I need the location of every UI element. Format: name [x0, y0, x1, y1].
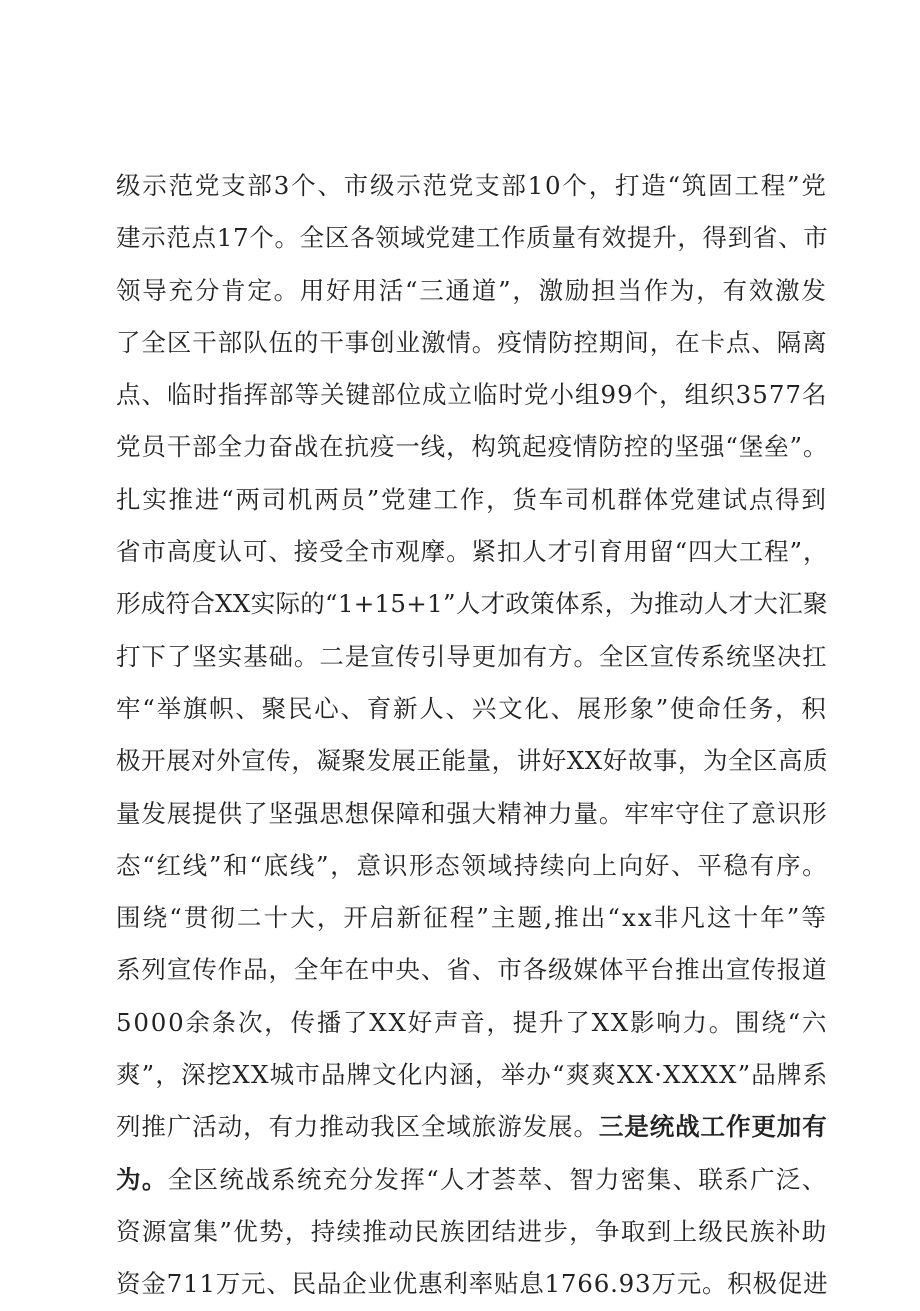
text-line — [116, 735, 828, 787]
text-line — [116, 317, 828, 369]
text-line — [116, 788, 828, 840]
text-segment: 了全区干部队伍的干事创业激情。疫情防控期间，在卡点、隔离 — [116, 327, 828, 357]
text-segment: 形成符合XX实际的“1+15+1”人才政策体系，为推动人才大汇聚 — [116, 589, 828, 619]
text-line — [116, 369, 828, 421]
text-segment: 5000余条次，传播了XX好声音，提升了XX影响力。围绕“六 — [116, 1007, 829, 1037]
text-segment: 打下了坚实基础。二是宣传引导更加有方。全区宣传系统坚决扛 — [116, 641, 828, 671]
text-line — [116, 212, 828, 264]
text-segment: 围绕“贯彻二十大，开启新征程”主题,推出“xx非凡这十年”等 — [116, 903, 829, 933]
text-segment: 党员干部全力奋战在抗疫一线，构筑起疫情防控的坚强“堡垒”。 — [116, 432, 829, 462]
text-segment: 扎实推进“两司机两员”党建工作，货车司机群体党建试点得到 — [116, 484, 828, 514]
text-segment: 量发展提供了坚强思想保障和强大精神力量。牢牢守住了意识形 — [116, 798, 828, 828]
text-line — [116, 474, 828, 526]
text-line — [116, 631, 828, 683]
text-line — [116, 840, 828, 892]
bold-text-segment: 三是统战工作更加有 — [598, 1112, 828, 1142]
text-segment: 领导充分肯定。用好用活“三通道”，激励担当作为，有效激发 — [116, 275, 828, 305]
text-line — [116, 944, 828, 996]
text-segment: 列推广活动，有力推动我区全域旅游发展。 — [116, 1112, 599, 1142]
text-segment: 点、临时指挥部等关键部位成立临时党小组99个，组织3577名 — [116, 380, 828, 410]
text-line — [116, 1206, 828, 1258]
text-segment: 极开展对外宣传，凝聚发展正能量，讲好XX好故事，为全区高质 — [116, 746, 829, 776]
text-line — [116, 526, 828, 578]
text-segment: 资源富集”优势，持续推动民族团结进步，争取到上级民族补助 — [116, 1216, 828, 1246]
text-segment: 系列宣传作品，全年在中央、省、市各级媒体平台推出宣传报道 — [116, 955, 828, 985]
text-segment: 省市高度认可、接受全市观摩。紧扣人才引育用留“四大工程”， — [116, 537, 829, 567]
text-line — [116, 1049, 828, 1101]
text-line — [116, 265, 828, 317]
text-line — [116, 160, 828, 212]
text-line — [116, 1101, 828, 1153]
body-paragraph — [116, 160, 828, 1311]
text-line — [116, 997, 828, 1049]
text-line — [116, 892, 828, 944]
text-segment: 爽”，深挖XX城市品牌文化内涵，举办“爽爽XX·XXXX”品牌系 — [116, 1060, 829, 1090]
text-line — [116, 421, 828, 473]
text-segment: 牢“举旗帜、聚民心、育新人、兴文化、展形象”使命任务，积 — [116, 693, 828, 723]
text-segment: 建示范点17个。全区各领域党建工作质量有效提升，得到省、市 — [116, 223, 829, 253]
bold-text-segment: 为。 — [116, 1164, 168, 1194]
text-segment: 级示范党支部3个、市级示范党支部10个，打造“筑固工程”党 — [116, 171, 828, 200]
text-segment: 态“红线”和“底线”，意识形态领域持续向上向好、平稳有序。 — [116, 850, 829, 880]
text-segment: 资金711万元、民品企业优惠利率贴息1766.93万元。积极促进 — [116, 1269, 829, 1299]
text-line — [116, 578, 828, 630]
text-segment: 全区统战系统充分发挥“人才荟萃、智力密集、联系广泛、 — [167, 1164, 828, 1194]
text-line — [116, 683, 828, 735]
text-line — [116, 1258, 828, 1310]
text-line — [116, 1154, 828, 1206]
